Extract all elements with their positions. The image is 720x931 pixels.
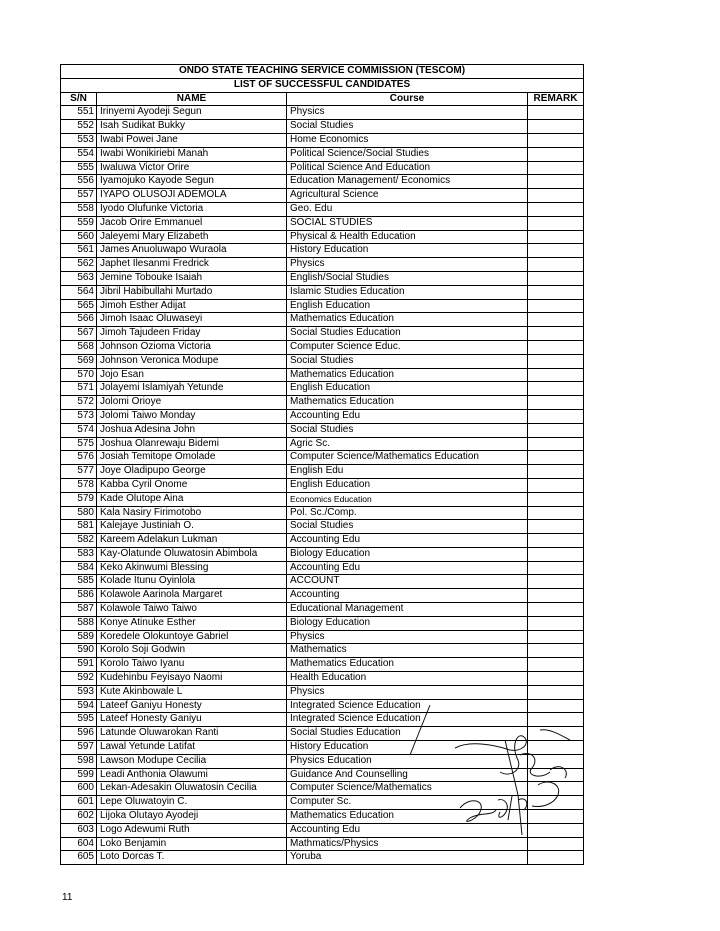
cell-remark	[528, 561, 584, 575]
cell-remark	[528, 423, 584, 437]
cell-sn: 604	[61, 837, 97, 851]
org-title: ONDO STATE TEACHING SERVICE COMMISSION (TESCOM)	[61, 65, 584, 79]
cell-remark	[528, 133, 584, 147]
cell-remark	[528, 202, 584, 216]
cell-remark	[528, 437, 584, 451]
cell-remark	[528, 851, 584, 865]
cell-sn: 571	[61, 382, 97, 396]
cell-name: Jolomi Orioye	[97, 396, 287, 410]
cell-course: Computer Science/Mathematics	[287, 782, 528, 796]
cell-sn: 602	[61, 810, 97, 824]
cell-remark	[528, 382, 584, 396]
cell-name: Jolomi Taiwo Monday	[97, 409, 287, 423]
cell-remark	[528, 368, 584, 382]
cell-sn: 564	[61, 285, 97, 299]
cell-name: Kolawole Aarinola Margaret	[97, 589, 287, 603]
table-row	[61, 175, 584, 189]
cell-remark	[528, 685, 584, 699]
table-row	[61, 451, 584, 465]
cell-sn: 566	[61, 313, 97, 327]
cell-sn: 601	[61, 796, 97, 810]
cell-name: Koredele Olokuntoye Gabriel	[97, 630, 287, 644]
cell-remark	[528, 244, 584, 258]
cell-sn: 584	[61, 561, 97, 575]
table-row	[61, 133, 584, 147]
cell-sn: 592	[61, 672, 97, 686]
cell-course: Physics	[287, 258, 528, 272]
cell-name: Johnson Ozioma Victoria	[97, 340, 287, 354]
cell-course: Social Studies	[287, 520, 528, 534]
cell-name: Keko Akinwumi Blessing	[97, 561, 287, 575]
cell-name: Korolo Taiwo Iyanu	[97, 658, 287, 672]
cell-sn: 593	[61, 685, 97, 699]
cell-course: Integrated Science Education	[287, 713, 528, 727]
cell-course: Physical & Health Education	[287, 230, 528, 244]
cell-course: ACCOUNT	[287, 575, 528, 589]
cell-course: Social Studies	[287, 120, 528, 134]
cell-course: History Education	[287, 244, 528, 258]
cell-course: SOCIAL STUDIES	[287, 216, 528, 230]
table-row	[61, 547, 584, 561]
cell-sn: 591	[61, 658, 97, 672]
cell-sn: 580	[61, 506, 97, 520]
col-header-remark: REMARK	[528, 92, 584, 106]
table-row	[61, 423, 584, 437]
list-title: LIST OF SUCCESSFUL CANDIDATES	[61, 78, 584, 92]
cell-course: History Education	[287, 741, 528, 755]
cell-sn: 579	[61, 492, 97, 506]
cell-remark	[528, 575, 584, 589]
cell-sn: 563	[61, 271, 97, 285]
cell-remark	[528, 520, 584, 534]
cell-course: Geo. Edu	[287, 202, 528, 216]
cell-remark	[528, 465, 584, 479]
table-row	[61, 603, 584, 617]
cell-name: Lawson Modupe Cecilia	[97, 754, 287, 768]
cell-sn: 561	[61, 244, 97, 258]
cell-sn: 583	[61, 547, 97, 561]
cell-remark	[528, 837, 584, 851]
cell-remark	[528, 451, 584, 465]
table-row	[61, 189, 584, 203]
cell-course: English Edu	[287, 465, 528, 479]
cell-name: Josiah Temitope Omolade	[97, 451, 287, 465]
cell-name: Kabba Cyril Onome	[97, 478, 287, 492]
cell-name: IYAPO OLUSOJI ADEMOLA	[97, 189, 287, 203]
cell-name: Iyamojuko Kayode Segun	[97, 175, 287, 189]
cell-remark	[528, 603, 584, 617]
cell-name: Korolo Soji Godwin	[97, 644, 287, 658]
cell-remark	[528, 340, 584, 354]
cell-remark	[528, 120, 584, 134]
cell-course: Guidance And Counselling	[287, 768, 528, 782]
cell-course: Mathematics Education	[287, 658, 528, 672]
cell-remark	[528, 313, 584, 327]
cell-name: Kay-Olatunde Oluwatosin Abimbola	[97, 547, 287, 561]
cell-sn: 562	[61, 258, 97, 272]
cell-remark	[528, 299, 584, 313]
cell-name: Iyodo Olufunke Victoria	[97, 202, 287, 216]
cell-remark	[528, 409, 584, 423]
cell-sn: 581	[61, 520, 97, 534]
cell-course: Biology Education	[287, 616, 528, 630]
cell-name: Kala Nasiry Firimotobo	[97, 506, 287, 520]
table-row	[61, 437, 584, 451]
cell-name: Kalejaye Justiniah O.	[97, 520, 287, 534]
cell-sn: 575	[61, 437, 97, 451]
cell-sn: 595	[61, 713, 97, 727]
cell-remark	[528, 644, 584, 658]
cell-sn: 555	[61, 161, 97, 175]
cell-remark	[528, 327, 584, 341]
table-row	[61, 561, 584, 575]
cell-course: Health Education	[287, 672, 528, 686]
cell-remark	[528, 216, 584, 230]
cell-sn: 557	[61, 189, 97, 203]
cell-name: Japhet Ilesanmi Fredrick	[97, 258, 287, 272]
cell-course: Home Economics	[287, 133, 528, 147]
cell-name: Lekan-Adesakin Oluwatosin Cecilia	[97, 782, 287, 796]
table-row	[61, 106, 584, 120]
cell-name: Kareem Adelakun Lukman	[97, 534, 287, 548]
cell-sn: 553	[61, 133, 97, 147]
cell-course: Physics	[287, 106, 528, 120]
cell-sn: 587	[61, 603, 97, 617]
cell-course: Mathematics Education	[287, 313, 528, 327]
cell-name: Latunde Oluwarokan Ranti	[97, 727, 287, 741]
col-header-name: NAME	[97, 92, 287, 106]
cell-name: Logo Adewumi Ruth	[97, 823, 287, 837]
table-row	[61, 534, 584, 548]
cell-course: English Education	[287, 299, 528, 313]
cell-sn: 576	[61, 451, 97, 465]
cell-remark	[528, 672, 584, 686]
cell-sn: 605	[61, 851, 97, 865]
cell-sn: 570	[61, 368, 97, 382]
cell-course: Accounting Edu	[287, 561, 528, 575]
table-row	[61, 837, 584, 851]
cell-course: Mathematics Education	[287, 396, 528, 410]
cell-course: Accounting Edu	[287, 409, 528, 423]
cell-name: Lepe Oluwatoyin C.	[97, 796, 287, 810]
cell-course: Physics Education	[287, 754, 528, 768]
cell-name: Jimoh Tajudeen Friday	[97, 327, 287, 341]
cell-sn: 588	[61, 616, 97, 630]
table-row	[61, 382, 584, 396]
cell-name: Jemine Tobouke Isaiah	[97, 271, 287, 285]
table-row	[61, 244, 584, 258]
cell-name: Loto Dorcas T.	[97, 851, 287, 865]
cell-name: Lateef Ganiyu Honesty	[97, 699, 287, 713]
cell-sn: 556	[61, 175, 97, 189]
cell-course: English/Social Studies	[287, 271, 528, 285]
cell-sn: 565	[61, 299, 97, 313]
cell-course: Political Science And Education	[287, 161, 528, 175]
cell-course: Accounting Edu	[287, 534, 528, 548]
cell-sn: 590	[61, 644, 97, 658]
cell-name: Iwabi Powei Jane	[97, 133, 287, 147]
cell-remark	[528, 230, 584, 244]
table-row	[61, 313, 584, 327]
cell-sn: 573	[61, 409, 97, 423]
cell-remark	[528, 285, 584, 299]
cell-course: Physics	[287, 685, 528, 699]
cell-remark	[528, 271, 584, 285]
cell-name: Konye Atinuke Esther	[97, 616, 287, 630]
cell-name: Leadi Anthonia Olawumi	[97, 768, 287, 782]
cell-name: Johnson Veronica Modupe	[97, 354, 287, 368]
cell-name: Kudehinbu Feyisayo Naomi	[97, 672, 287, 686]
cell-remark	[528, 616, 584, 630]
table-row	[61, 230, 584, 244]
cell-sn: 569	[61, 354, 97, 368]
cell-course: Social Studies	[287, 354, 528, 368]
cell-remark	[528, 106, 584, 120]
cell-sn: 568	[61, 340, 97, 354]
cell-course: Yoruba	[287, 851, 528, 865]
table-row	[61, 672, 584, 686]
table-row	[61, 147, 584, 161]
cell-name: Kute Akinbowale L	[97, 685, 287, 699]
table-row	[61, 575, 584, 589]
table-row	[61, 396, 584, 410]
cell-course: Computer Science Educ.	[287, 340, 528, 354]
table-row	[61, 685, 584, 699]
cell-name: Joshua Adesina John	[97, 423, 287, 437]
cell-sn: 574	[61, 423, 97, 437]
cell-course: Economics Education	[287, 492, 528, 506]
table-row	[61, 589, 584, 603]
cell-sn: 559	[61, 216, 97, 230]
cell-remark	[528, 161, 584, 175]
table-row	[61, 465, 584, 479]
cell-course: Physics	[287, 630, 528, 644]
cell-remark	[528, 478, 584, 492]
cell-sn: 551	[61, 106, 97, 120]
page-number: 11	[62, 892, 73, 903]
cell-sn: 577	[61, 465, 97, 479]
cell-name: James Anuoluwapo Wuraola	[97, 244, 287, 258]
cell-course: Mathematics Education	[287, 810, 528, 824]
cell-sn: 560	[61, 230, 97, 244]
cell-name: Jimoh Esther Adijat	[97, 299, 287, 313]
cell-course: Mathematics Education	[287, 368, 528, 382]
handwritten-signature	[400, 700, 580, 835]
cell-sn: 585	[61, 575, 97, 589]
cell-course: English Education	[287, 382, 528, 396]
table-row	[61, 492, 584, 506]
cell-course: Accounting Edu	[287, 823, 528, 837]
cell-name: Lateef Honesty Ganiyu	[97, 713, 287, 727]
table-row	[61, 658, 584, 672]
table-row	[61, 299, 584, 313]
cell-sn: 594	[61, 699, 97, 713]
cell-course: English Education	[287, 478, 528, 492]
table-row	[61, 409, 584, 423]
cell-name: Jojo Esan	[97, 368, 287, 382]
cell-name: Jaleyemi Mary Elizabeth	[97, 230, 287, 244]
table-row	[61, 478, 584, 492]
table-row	[61, 520, 584, 534]
cell-course: Education Management/ Economics	[287, 175, 528, 189]
cell-remark	[528, 658, 584, 672]
cell-sn: 586	[61, 589, 97, 603]
cell-course: Mathmatics/Physics	[287, 837, 528, 851]
cell-sn: 598	[61, 754, 97, 768]
cell-name: Jimoh Isaac Oluwaseyi	[97, 313, 287, 327]
table-row	[61, 285, 584, 299]
cell-sn: 596	[61, 727, 97, 741]
col-header-course: Course	[287, 92, 528, 106]
cell-name: Kolade Itunu Oyinlola	[97, 575, 287, 589]
cell-course: Islamic Studies Education	[287, 285, 528, 299]
cell-remark	[528, 189, 584, 203]
cell-name: Irinyemi Ayodeji Segun	[97, 106, 287, 120]
cell-course: Computer Science/Mathematics Education	[287, 451, 528, 465]
cell-remark	[528, 547, 584, 561]
cell-name: Jolayemi Islamiyah Yetunde	[97, 382, 287, 396]
cell-course: Educational Management	[287, 603, 528, 617]
cell-name: Joshua Olanrewaju Bidemi	[97, 437, 287, 451]
cell-remark	[528, 147, 584, 161]
cell-remark	[528, 396, 584, 410]
cell-name: Loko Benjamin	[97, 837, 287, 851]
cell-sn: 597	[61, 741, 97, 755]
cell-remark	[528, 506, 584, 520]
cell-name: Jibril Habibullahi Murtado	[97, 285, 287, 299]
cell-sn: 600	[61, 782, 97, 796]
cell-remark	[528, 354, 584, 368]
cell-name: Joye Oladipupo George	[97, 465, 287, 479]
table-row	[61, 202, 584, 216]
table-row	[61, 120, 584, 134]
cell-course: Integrated Science Education	[287, 699, 528, 713]
cell-course: Pol. Sc./Comp.	[287, 506, 528, 520]
table-row	[61, 216, 584, 230]
cell-name: Lawal Yetunde Latifat	[97, 741, 287, 755]
table-row	[61, 616, 584, 630]
table-row	[61, 161, 584, 175]
cell-course: Social Studies Education	[287, 727, 528, 741]
cell-remark	[528, 175, 584, 189]
cell-name: Lijoka Olutayo Ayodeji	[97, 810, 287, 824]
cell-name: Iwabi Wonikiriebi Manah	[97, 147, 287, 161]
table-row	[61, 644, 584, 658]
cell-sn: 552	[61, 120, 97, 134]
cell-remark	[528, 589, 584, 603]
table-row	[61, 271, 584, 285]
cell-sn: 599	[61, 768, 97, 782]
cell-name: Kolawole Taiwo Taiwo	[97, 603, 287, 617]
cell-course: Social Studies	[287, 423, 528, 437]
cell-course: Political Science/Social Studies	[287, 147, 528, 161]
col-header-sn: S/N	[61, 92, 97, 106]
table-row	[61, 354, 584, 368]
table-row	[61, 258, 584, 272]
cell-sn: 603	[61, 823, 97, 837]
table-row	[61, 368, 584, 382]
table-row	[61, 327, 584, 341]
cell-course: Biology Education	[287, 547, 528, 561]
cell-course: Agric Sc.	[287, 437, 528, 451]
cell-sn: 567	[61, 327, 97, 341]
cell-name: Isah Sudikat Bukky	[97, 120, 287, 134]
cell-sn: 578	[61, 478, 97, 492]
table-row	[61, 630, 584, 644]
cell-remark	[528, 630, 584, 644]
cell-remark	[528, 258, 584, 272]
cell-sn: 572	[61, 396, 97, 410]
cell-name: Kade Olutope Aina	[97, 492, 287, 506]
cell-name: Jacob Orire Emmanuel	[97, 216, 287, 230]
cell-name: Iwaluwa Victor Orire	[97, 161, 287, 175]
table-row	[61, 851, 584, 865]
cell-sn: 589	[61, 630, 97, 644]
cell-course: Accounting	[287, 589, 528, 603]
cell-remark	[528, 492, 584, 506]
cell-course: Agricultural Science	[287, 189, 528, 203]
cell-course: Computer Sc.	[287, 796, 528, 810]
cell-remark	[528, 534, 584, 548]
cell-sn: 582	[61, 534, 97, 548]
cell-course: Social Studies Education	[287, 327, 528, 341]
table-row	[61, 340, 584, 354]
table-row	[61, 506, 584, 520]
cell-sn: 554	[61, 147, 97, 161]
cell-course: Mathematics	[287, 644, 528, 658]
cell-sn: 558	[61, 202, 97, 216]
